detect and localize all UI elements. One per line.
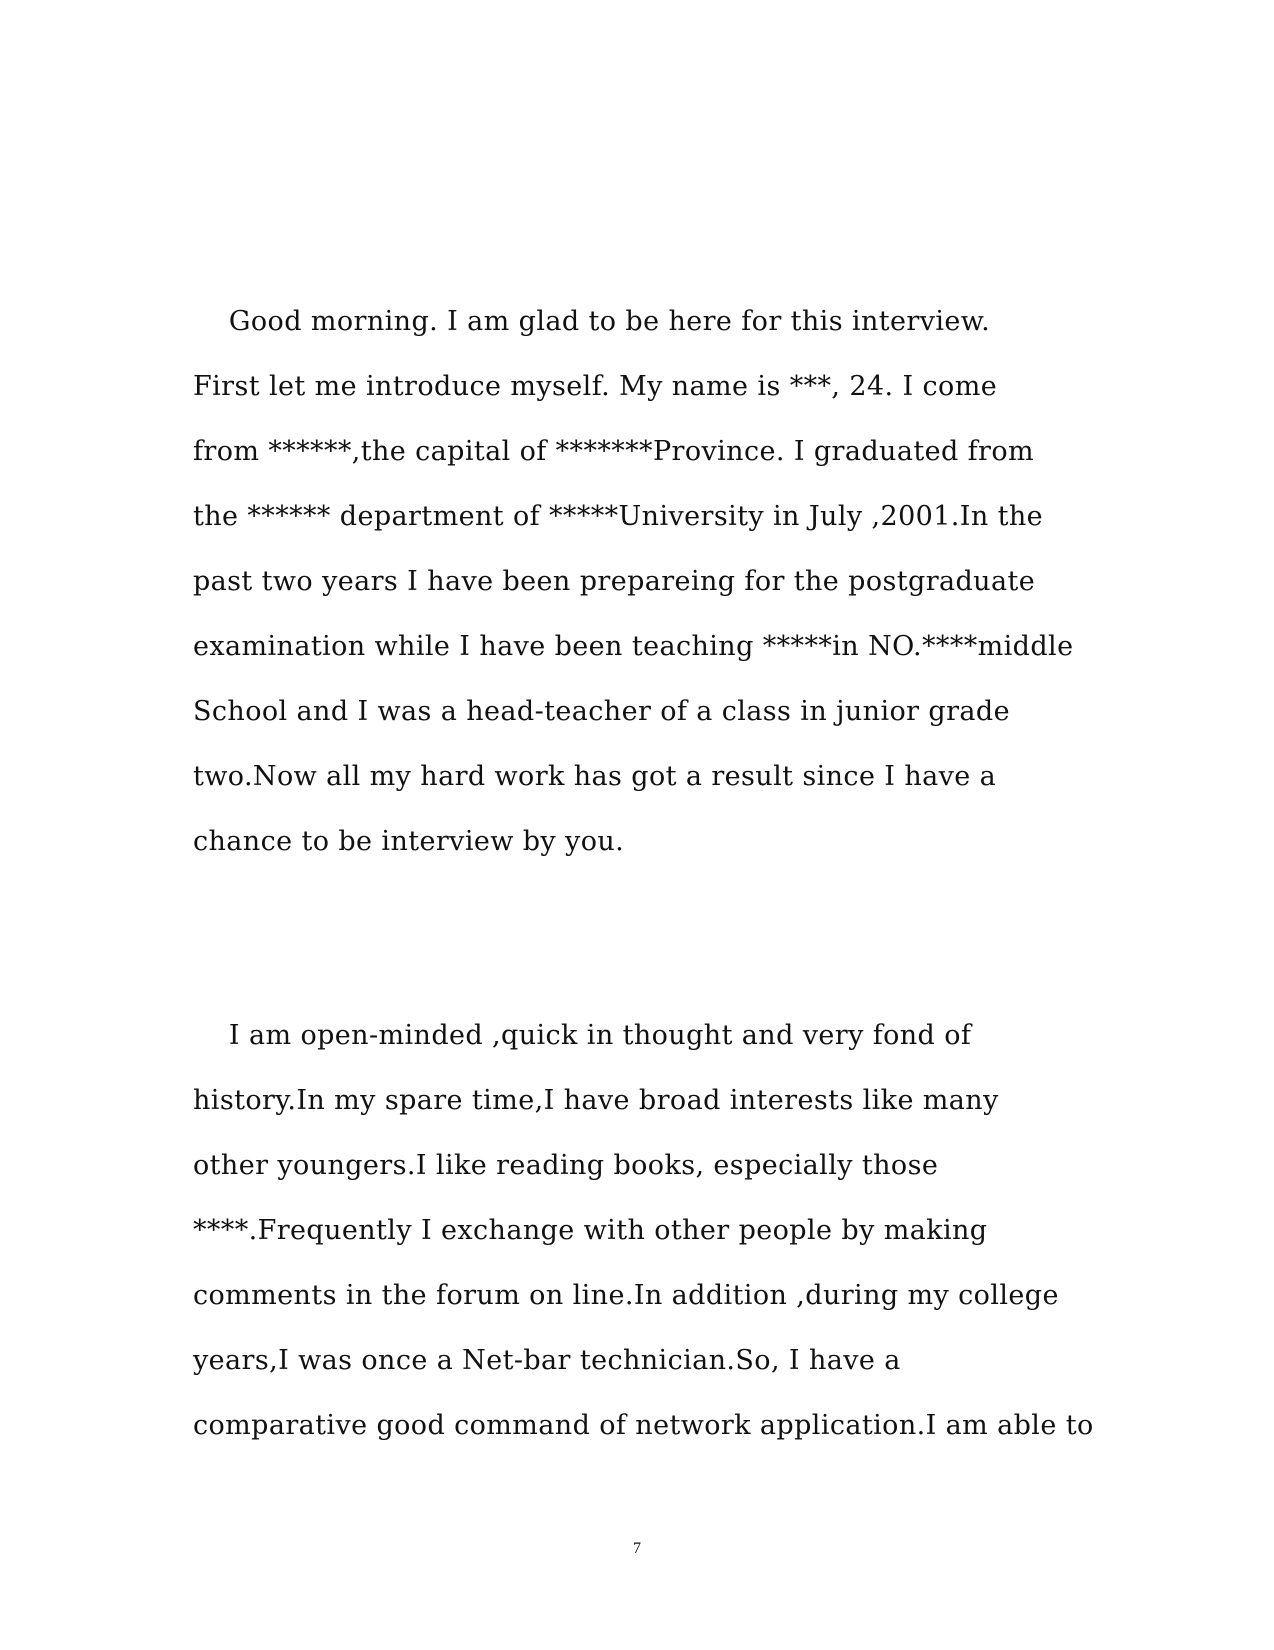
paragraph-1-line-7: School and I was a head-teacher of a class in junior grade xyxy=(193,696,1010,727)
paragraph-2-line-6: years,I was once a Net-bar technician.So, I have a xyxy=(193,1345,901,1376)
paragraph-1-line-5: past two years I have been prepareing for the postgraduate xyxy=(193,566,1036,597)
page-number: 7 xyxy=(633,1540,641,1557)
paragraph-1-line-4: the ****** department of *****University in July ,2001.In the xyxy=(193,501,1044,532)
paragraph-1-line-2: First let me introduce myself. My name is ***, 24. I come xyxy=(193,371,998,402)
paragraph-2-line-5: comments in the forum on line.In addition ,during my college xyxy=(193,1280,1059,1311)
paragraph-1-line-3: from ******,the capital of *******Province. I graduated from xyxy=(193,436,1034,467)
paragraph-2-line-4: ****.Frequently I exchange with other people by making xyxy=(193,1215,988,1246)
paragraph-1-line-1: Good morning. I am glad to be here for this interview. xyxy=(193,306,991,337)
paragraph-2-line-1: I am open-minded ,quick in thought and very fond of xyxy=(193,1020,972,1051)
paragraph-1-line-9: chance to be interview by you. xyxy=(193,826,625,857)
paragraph-2-line-2: history.In my spare time,I have broad interests like many xyxy=(193,1085,999,1116)
paragraph-1-line-6: examination while I have been teaching *****in NO.****middle xyxy=(193,631,1074,662)
paragraph-2-line-3: other youngers.I like reading books, especially those xyxy=(193,1150,939,1181)
paragraph-2-line-7: comparative good command of network application.I am able to xyxy=(193,1410,1094,1441)
paragraph-1-line-8: two.Now all my hard work has got a result since I have a xyxy=(193,761,997,792)
